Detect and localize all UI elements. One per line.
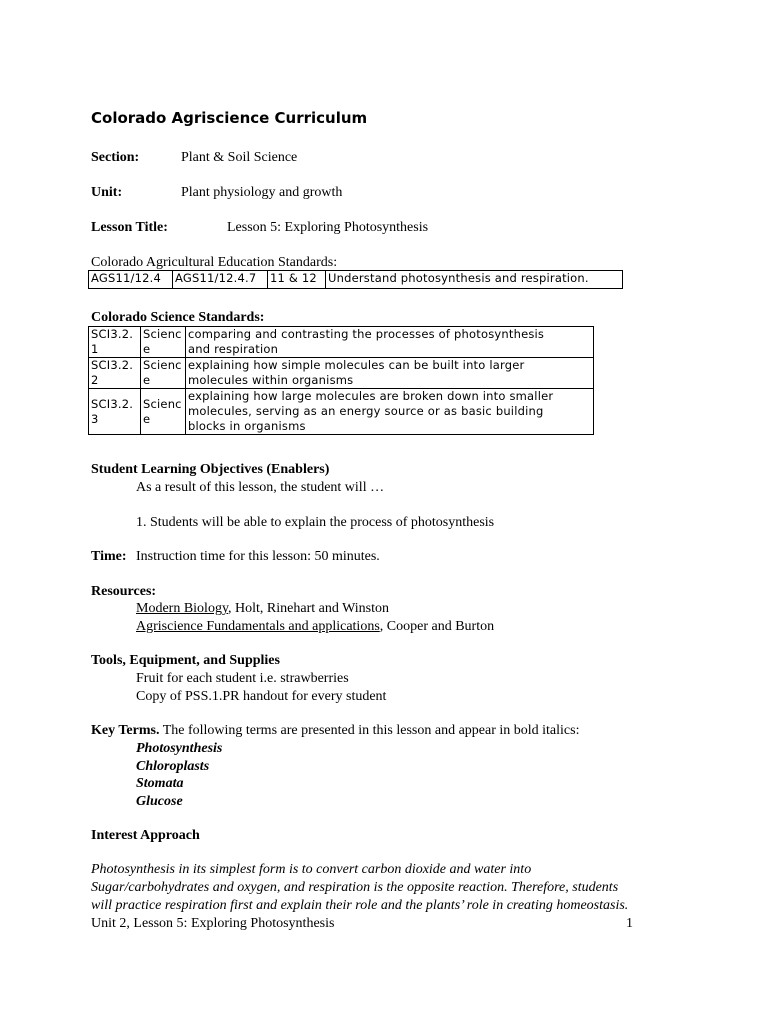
tools-heading: Tools, Equipment, and Supplies: [91, 653, 280, 668]
table-cell: SCI3.2. 3: [89, 389, 141, 435]
table-row: [89, 389, 594, 435]
objectives-intro: As a result of this lesson, the student will …: [136, 480, 385, 495]
key-term: Stomata: [136, 776, 184, 791]
footer-text: Unit 2, Lesson 5: Exploring Photosynthesis: [91, 916, 335, 931]
tool-item: Copy of PSS.1.PR handout for every student: [136, 689, 387, 704]
key-term: Photosynthesis: [136, 741, 223, 756]
table-cell: explaining how simple molecules can be built into larger molecules within organisms: [186, 358, 594, 389]
table-cell: 11 & 12: [268, 271, 326, 289]
table-cell: SCI3.2. 2: [89, 358, 141, 389]
lesson-title-label: Lesson Title:: [91, 220, 168, 235]
resource-publisher: , Holt, Rinehart and Winston: [228, 601, 389, 616]
table-cell: Understand photosynthesis and respiration.: [326, 271, 623, 289]
table-row: [89, 271, 623, 289]
interest-line: Photosynthesis in its simplest form is to convert carbon dioxide and water into: [91, 862, 532, 877]
ag-standards-table: [88, 270, 623, 289]
resource-title: Modern Biology: [136, 601, 229, 616]
page-number: 1: [626, 916, 633, 931]
table-cell: AGS11/12.4.7: [173, 271, 268, 289]
sci-standards-table: [88, 326, 594, 435]
unit-value: Plant physiology and growth: [181, 185, 343, 200]
key-term: Glucose: [136, 794, 183, 809]
table-cell: AGS11/12.4: [89, 271, 173, 289]
table-cell: SCI3.2. 1: [89, 327, 141, 358]
resource-publisher: , Cooper and Burton: [379, 619, 495, 634]
objectives-heading: Student Learning Objectives (Enablers): [91, 462, 330, 477]
table-row: [89, 327, 594, 358]
table-cell: Scienc e: [141, 358, 186, 389]
key-terms-text: The following terms are presented in this lesson and appear in bold italics:: [159, 723, 580, 738]
objective-item: 1. Students will be able to explain the process of photosynthesis: [136, 515, 495, 530]
lesson-title-value: Lesson 5: Exploring Photosynthesis: [227, 220, 429, 235]
resource-title: Agriscience Fundamentals and applications: [136, 619, 380, 634]
page-title: Colorado Agriscience Curriculum: [91, 109, 368, 127]
interest-line: will practice respiration first and explain their role and the plants’ role in creating homeostasis.: [91, 898, 629, 913]
sci-standards-heading: Colorado Science Standards:: [91, 310, 265, 325]
time-label: Time:: [91, 549, 127, 564]
resources-heading: Resources:: [91, 584, 157, 599]
section-label: Section:: [91, 150, 140, 165]
table-cell: comparing and contrasting the processes of photosynthesis and respiration: [186, 327, 594, 358]
key-term: Chloroplasts: [136, 759, 210, 774]
key-terms-label: Key Terms.: [91, 723, 160, 738]
unit-label: Unit:: [91, 185, 123, 200]
resource-item: [136, 601, 389, 617]
interest-line: Sugar/carbohydrates and oxygen, and respiration is the opposite reaction. Therefore, students: [91, 880, 619, 895]
table-row: [89, 358, 594, 389]
table-cell: explaining how large molecules are broken down into smaller molecules, serving as an energy source or as basic building blocks in organisms: [186, 389, 594, 435]
table-cell: Scienc e: [141, 389, 186, 435]
section-value: Plant & Soil Science: [181, 150, 298, 165]
interest-heading: Interest Approach: [91, 828, 200, 843]
key-terms-intro: [91, 723, 579, 739]
table-cell: Scienc e: [141, 327, 186, 358]
tool-item: Fruit for each student i.e. strawberries: [136, 671, 349, 686]
resource-item: [136, 619, 494, 635]
ag-standards-heading: Colorado Agricultural Education Standards:: [91, 255, 338, 270]
time-value: Instruction time for this lesson: 50 minutes.: [136, 549, 380, 564]
